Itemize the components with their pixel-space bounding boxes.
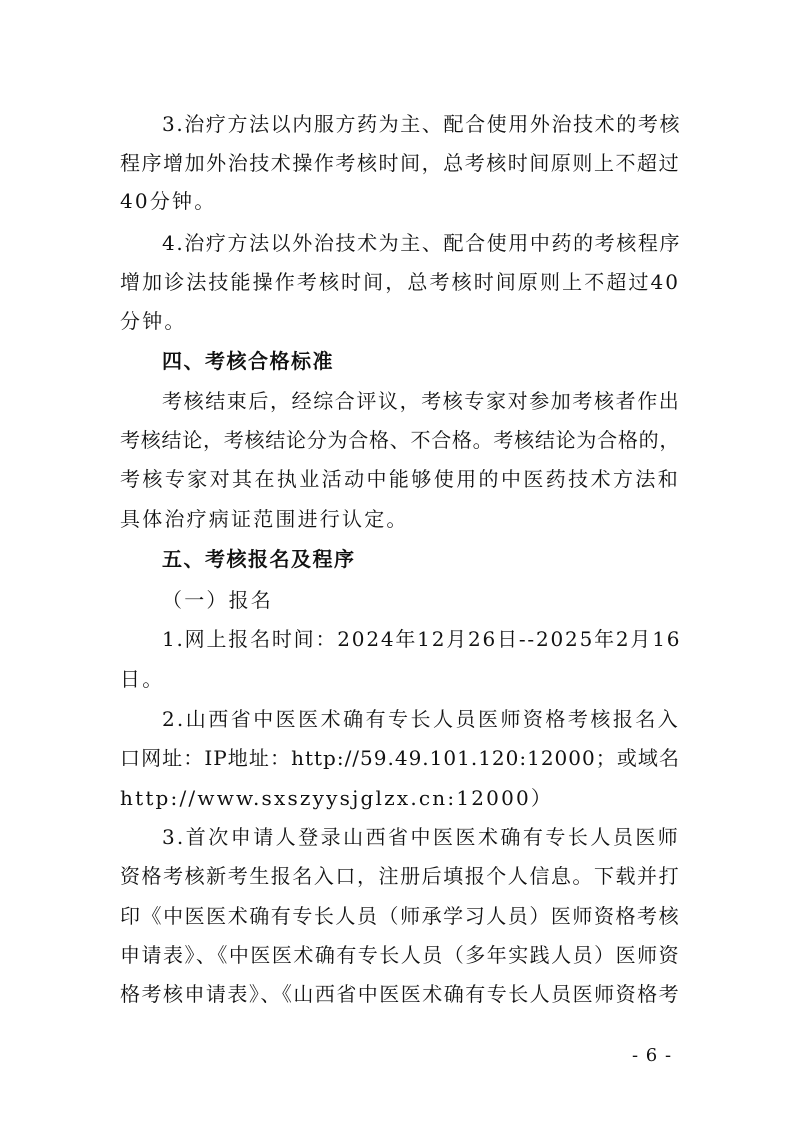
section-heading: 五、考核报名及程序 <box>162 547 356 571</box>
paragraph-line: 2.山西省中医医术确有专长人员医师资格考核报名入 <box>162 707 680 731</box>
paragraph-line: 4.治疗方法以外治技术为主、配合使用中药的考核程序 <box>162 231 682 255</box>
paragraph-line: 程序增加外治技术操作考核时间，总考核时间原则上不超过 <box>120 151 680 175</box>
paragraph-line: 考核专家对其在执业活动中能够使用的中医药技术方法和 <box>120 467 680 491</box>
paragraph-line: http://www.sxszyysjglzx.cn:12000） <box>120 786 554 810</box>
paragraph-line: 考核结束后，经综合评议，考核专家对参加考核者作出 <box>162 389 681 413</box>
paragraph-line: 申请表》、《中医医术确有专长人员（多年实践人员）医师资 <box>120 943 680 967</box>
paragraph-line: 增加诊法技能操作考核时间，总考核时间原则上不超过40 <box>120 270 680 294</box>
paragraph-line: 40分钟。 <box>120 189 217 213</box>
section-heading: 四、考核合格标准 <box>162 349 334 373</box>
paragraph-line: 口网址：IP地址：http://59.49.101.120:12000；或域名 <box>120 746 680 770</box>
paragraph-line: 分钟。 <box>120 309 187 333</box>
paragraph-line: 格考核申请表》、《山西省中医医术确有专长人员医师资格考 <box>120 982 680 1006</box>
paragraph-line: 印《中医医术确有专长人员（师承学习人员）医师资格考核 <box>120 904 680 928</box>
paragraph-line: 日。 <box>120 667 165 691</box>
paragraph-line: 具体治疗病证范围进行认定。 <box>120 507 409 531</box>
paragraph-line: 考核结论，考核结论分为合格、不合格。考核结论为合格的， <box>120 428 680 452</box>
paragraph-line: 3.首次申请人登录山西省中医医术确有专长人员医师 <box>162 825 680 849</box>
subsection-heading: （一）报名 <box>162 588 273 612</box>
paragraph-line: 1.网上报名时间：2024年12月26日--2025年2月16 <box>162 627 682 651</box>
paragraph-line: 3.治疗方法以内服方药为主、配合使用外治技术的考核 <box>162 112 682 136</box>
paragraph-line: 资格考核新考生报名入口，注册后填报个人信息。下载并打 <box>120 864 680 888</box>
page-number: - 6 - <box>632 1045 673 1066</box>
